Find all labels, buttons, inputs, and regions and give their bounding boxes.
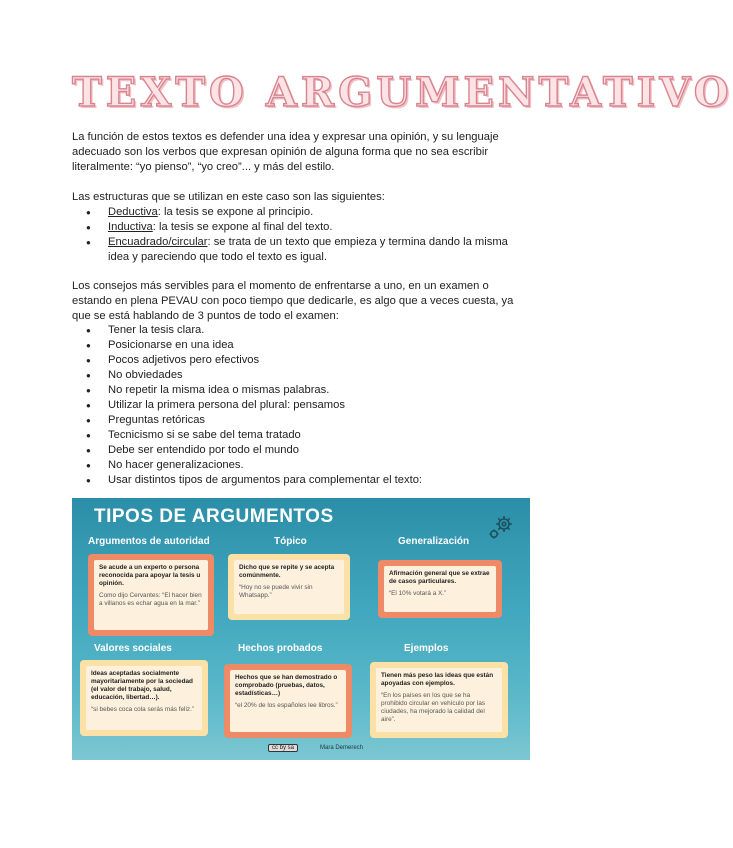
list-item: ● Posicionarse en una idea (72, 338, 528, 353)
structure-text: : la tesis se expone al final del texto. (152, 221, 333, 233)
list-item: ● Usar distintos tipos de argumentos para complementar el texto: (72, 473, 528, 488)
list-item: ● No hacer generalizaciones. (72, 458, 528, 473)
argument-types-infographic (72, 498, 530, 760)
category-examples: Ejemplos (404, 643, 449, 654)
category-authority: Argumentos de autoridad (88, 536, 210, 547)
card-examples (370, 662, 508, 738)
infographic-title: TIPOS DE ARGUMENTOS (94, 506, 334, 527)
card-example: “Hoy no se puede vivir sin Whatsapp.” (239, 584, 313, 599)
advice-list (72, 323, 528, 488)
card-example: “El 10% votará a X.” (389, 590, 447, 597)
card-definition: Hechos que se han demostrado o comprobado (pruebas, datos, estadísticas…) (235, 674, 338, 697)
gears-icon (486, 512, 516, 542)
card-definition: Tienen más peso las ideas que están apoyadas con ejemplos. (381, 672, 494, 687)
structure-text: : la tesis se expone al principio. (157, 206, 314, 218)
list-item: ● Tecnicismo si se sabe del tema tratado (72, 428, 528, 443)
advice-intro: Los consejos más servibles para el momento de enfrentarse a uno, en un examen o estando en plena PEVAU con poco tiempo que dedicarle, es algo que a veces cuesta, ya que se está hablando de 3 puntos de todo el examen: (72, 280, 514, 322)
page-title: TEXTO ARGUMENTATIVO (72, 69, 733, 116)
card-body (86, 666, 202, 730)
list-item: ● No repetir la misma idea o mismas palabras. (72, 383, 528, 398)
structures-list (72, 205, 528, 265)
structure-term: Inductiva (108, 221, 153, 233)
list-item (72, 220, 528, 235)
author-credit: Mara Demerech (320, 745, 364, 751)
card-example: Como dijo Cervantes: “El hacer bien a villanos es echar agua en la mar.” (99, 592, 202, 607)
card-authority (88, 554, 214, 636)
list-item (72, 235, 528, 265)
card-body (376, 668, 502, 732)
intro-paragraph: La función de estos textos es defender una idea y expresar una opinión, y su lenguaje adecuado son los verbos que expresan opinión de alguna forma que no sea escribir literalmente: “yo pienso”, “yo creo”... y más del estilo. (72, 131, 499, 173)
card-body (234, 560, 344, 614)
category-social-values: Valores sociales (94, 643, 172, 654)
structure-term: Encuadrado/circular (108, 236, 208, 248)
structure-text: : se trata de un texto que empieza y termina dando la misma idea y pareciendo que todo el texto es igual. (108, 236, 508, 263)
card-definition: Afirmación general que se extrae de casos particulares. (389, 570, 490, 585)
card-example: “el 20% de los españoles lee libros.” (235, 702, 338, 709)
structure-term: Deductiva (108, 206, 158, 218)
card-topic (228, 554, 350, 620)
card-body (384, 566, 496, 612)
category-topic: Tópico (274, 536, 307, 547)
card-definition: Se acude a un experto o persona reconocida para apoyar la tesis u opinión. (99, 564, 201, 587)
category-generalization: Generalización (398, 536, 470, 547)
list-item: ● Preguntas retóricas (72, 413, 528, 428)
card-social-values (80, 660, 208, 736)
list-item: ● No obviedades (72, 368, 528, 383)
list-item: ● Pocos adjetivos pero efectivos (72, 353, 528, 368)
card-example: “si bebes coca cola serás más feliz.” (91, 706, 194, 713)
structures-intro: Las estructuras que se utilizan en este caso son las siguientes: (72, 191, 385, 203)
card-body (94, 560, 208, 630)
card-proven-facts (224, 664, 352, 738)
list-item: ● Debe ser entendido por todo el mundo (72, 443, 528, 458)
card-body (230, 670, 346, 732)
license-badge: cc by sa (268, 744, 298, 752)
card-generalization (378, 560, 502, 618)
category-proven-facts: Hechos probados (238, 643, 323, 654)
list-item: ● Tener la tesis clara. (72, 323, 528, 338)
card-definition: Ideas aceptadas socialmente mayoritariamente por la sociedad (el valor del trabajo, salud, educación, libertad…). (91, 670, 193, 701)
card-definition: Dicho que se repite y se acepta comúnmente. (239, 564, 335, 579)
list-item: ● Utilizar la primera persona del plural: pensamos (72, 398, 528, 413)
card-example: “En los países en los que se ha prohibido circular en vehículo por las ciudades, ha mejorado la calidad del aire”. (381, 692, 486, 723)
list-item (72, 205, 528, 220)
